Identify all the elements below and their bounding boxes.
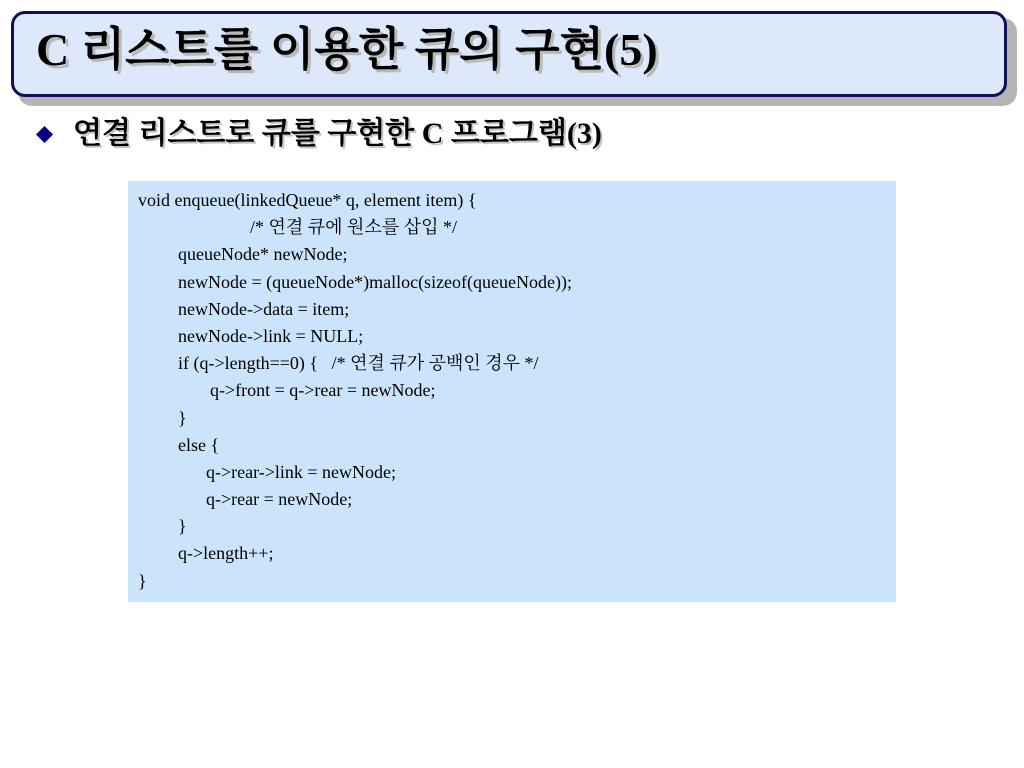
code-line: if (q->length==0) { /* 연결 큐가 공백인 경우 */: [178, 353, 539, 374]
code-line: else {: [178, 434, 220, 455]
code-line: q->rear->link = newNode;: [206, 461, 397, 482]
code-line: q->length++;: [178, 543, 274, 564]
diamond-bullet-icon: [36, 126, 53, 143]
bullet-text: 연결 리스트로 큐를 구현한 C 프로그램(3): [73, 117, 602, 150]
code-block: [128, 181, 896, 602]
code-line: q->front = q->rear = newNode;: [210, 380, 436, 401]
slide-title: C 리스트를 이용한 큐의 구현(5): [36, 24, 658, 75]
code-line: }: [138, 570, 147, 591]
code-line: void enqueue(linkedQueue* q, element item) {: [138, 190, 477, 210]
code-line: }: [178, 407, 187, 428]
code-line: newNode->data = item;: [178, 298, 350, 319]
code-line: queueNode* newNode;: [178, 244, 348, 265]
code-line: newNode = (queueNode*)malloc(sizeof(queueNode));: [178, 271, 572, 292]
code-line: q->rear = newNode;: [206, 489, 353, 510]
code-comment-line: /* 연결 큐에 원소를 삽입 */: [250, 217, 457, 238]
code-line: }: [178, 516, 187, 537]
bullet-item: [36, 110, 602, 158]
code-line: newNode->link = NULL;: [178, 325, 364, 346]
